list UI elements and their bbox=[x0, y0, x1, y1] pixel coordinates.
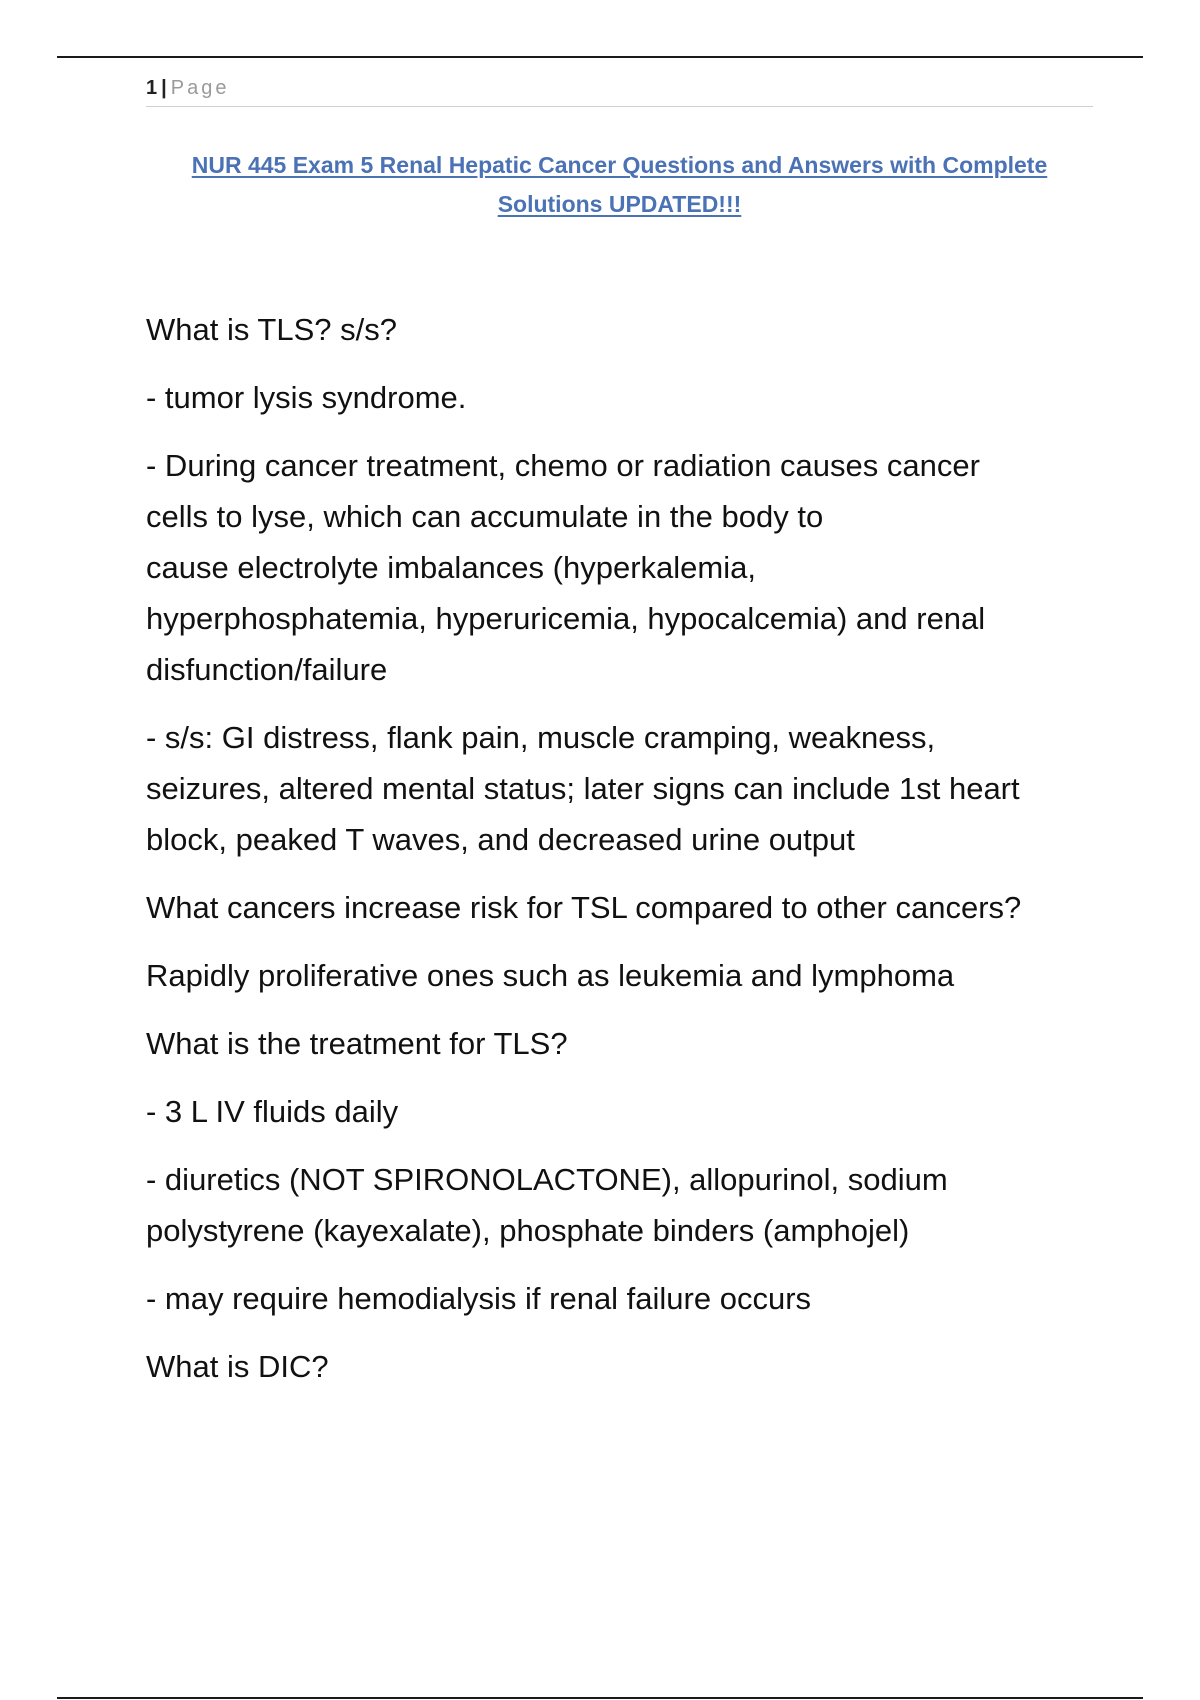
question-dic: What is DIC? bbox=[146, 1349, 329, 1384]
answer-tls-definition: - tumor lysis syndrome. bbox=[146, 380, 467, 415]
question-tls-treatment: What is the treatment for TLS? bbox=[146, 1026, 568, 1061]
page-header bbox=[146, 74, 1093, 107]
page-number: 1 bbox=[146, 77, 158, 99]
answer-tls-treatment-fluids: - 3 L IV fluids daily bbox=[146, 1094, 399, 1129]
answer-tls-treatment-medications: - diuretics (NOT SPIRONOLACTONE), allopurinol, sodium polystyrene (kayexalate), phosphate binders (amphojel) bbox=[146, 1162, 948, 1248]
document-title: NUR 445 Exam 5 Renal Hepatic Cancer Questions and Answers with Complete Solutions UPDATED!!! bbox=[191, 152, 1048, 217]
document-body bbox=[146, 304, 1096, 1409]
bottom-border-rule bbox=[57, 1697, 1143, 1699]
answer-tls-description: - During cancer treatment, chemo or radiation causes cancer cells to lyse, which can accumulate in the body to cause electrolyte imbalances (hyperkalemia, hyperphosphatemia, hyperuricemia, hypocalcemia) and renal disfunction/failure bbox=[146, 448, 986, 687]
question-tls-risk-cancers: What cancers increase risk for TSL compared to other cancers? bbox=[146, 890, 1022, 925]
answer-tls-signs-symptoms: - s/s: GI distress, flank pain, muscle cramping, weakness, seizures, altered mental status; later signs can include 1st heart block, peaked T waves, and decreased urine output bbox=[146, 720, 1020, 857]
page-number-separator: | bbox=[161, 77, 167, 99]
answer-tls-treatment-dialysis: - may require hemodialysis if renal failure occurs bbox=[146, 1281, 812, 1316]
top-border-rule bbox=[57, 56, 1143, 58]
question-tls: What is TLS? s/s? bbox=[146, 312, 397, 347]
answer-tls-risk-cancers: Rapidly proliferative ones such as leukemia and lymphoma bbox=[146, 958, 955, 993]
page-label: Page bbox=[170, 77, 230, 99]
